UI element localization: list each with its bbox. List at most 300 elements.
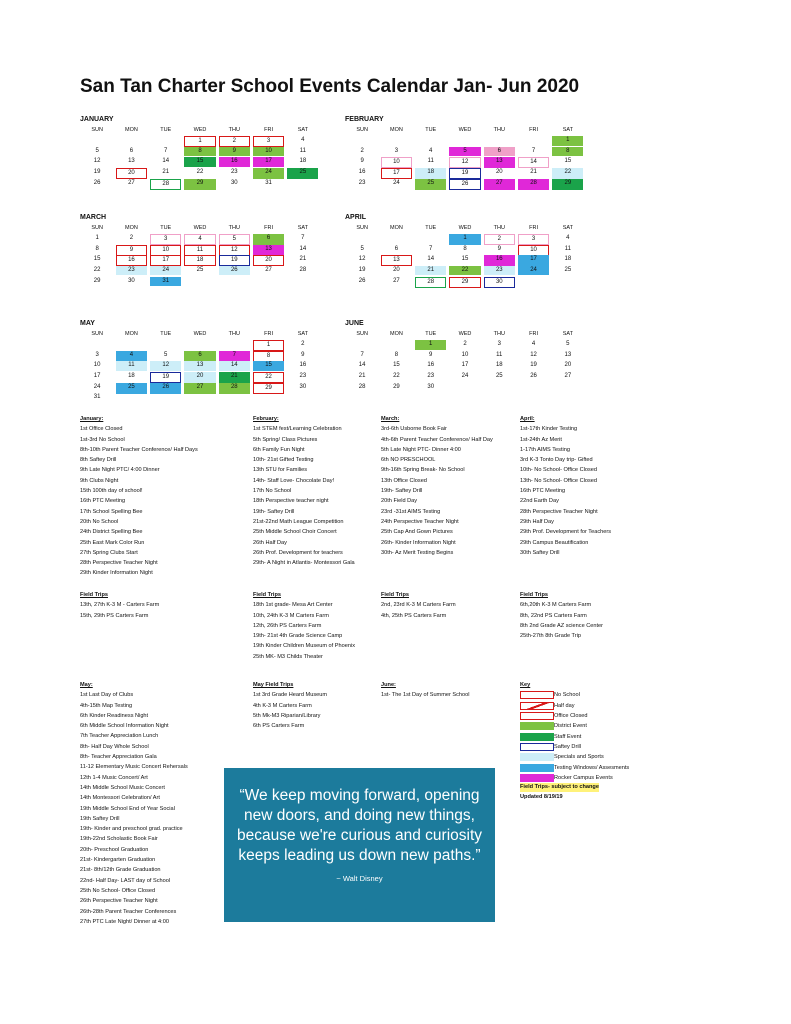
- day-cell: 6: [184, 351, 215, 362]
- event-item: 13th, 27th K-3 M - Carters Farm: [80, 602, 160, 609]
- event-item: 6th Middle School Information Night: [80, 723, 169, 730]
- weekday-label: WED: [193, 331, 207, 337]
- key-label: Office Closed: [554, 713, 588, 720]
- day-cell: 27: [564, 372, 572, 379]
- day-cell: 17: [150, 255, 181, 266]
- day-cell: 27: [484, 179, 515, 190]
- event-item: 4th, 25th PS Carters Farm: [381, 612, 447, 619]
- day-cell: 21: [299, 256, 307, 263]
- event-item: 19th- Kinder and preschool grad. practice: [80, 826, 183, 833]
- event-item: 17th School Spelling Bee: [80, 508, 143, 515]
- day-cell: 7: [360, 351, 364, 358]
- event-item: 6th,20th K-3 M Carters Farm: [520, 602, 592, 609]
- day-cell: 2: [463, 341, 467, 348]
- event-item: 29th Prof. Development for Teachers: [520, 529, 611, 536]
- day-cell: 20: [495, 168, 503, 175]
- day-cell: 4: [301, 137, 305, 144]
- weekday-label: FRI: [529, 127, 538, 133]
- day-cell: 24: [518, 266, 549, 275]
- day-cell: 15: [461, 256, 469, 263]
- event-item: 26th- Kinder Information Night: [381, 539, 456, 546]
- weekday-label: MON: [390, 331, 403, 337]
- day-cell: 15: [253, 361, 284, 370]
- weekday-label: FRI: [264, 331, 273, 337]
- day-cell: 15: [184, 157, 215, 166]
- event-item: 5th Late Night PTC- Dinner 4:00: [381, 446, 461, 453]
- weekday-label: TUE: [425, 127, 437, 133]
- day-cell: 20: [564, 362, 572, 369]
- calendar-month: [80, 214, 320, 287]
- day-cell: 28: [415, 277, 446, 288]
- day-cell: 22: [449, 266, 480, 275]
- key-row: [520, 721, 629, 731]
- event-item: 8th Saftey Drill: [80, 457, 117, 464]
- key-swatch: [520, 743, 554, 751]
- day-cell: [219, 277, 250, 286]
- key-swatch: [520, 691, 554, 699]
- weekday-label: THU: [228, 127, 240, 133]
- event-item: 28th Perspective Teacher Night: [80, 560, 158, 567]
- day-cell: 11: [184, 245, 215, 256]
- day-cell: 30: [128, 277, 135, 284]
- event-item: 10th- 21st Gifted Testing: [253, 457, 314, 464]
- event-heading: May:: [80, 682, 93, 688]
- event-item: 16th PTC Meeting: [80, 498, 126, 505]
- day-cell: 18: [299, 158, 307, 165]
- event-list: [381, 414, 493, 558]
- event-heading: June:: [381, 682, 396, 688]
- key-row: [520, 731, 629, 741]
- calendar-month: [345, 320, 585, 393]
- day-cell: 4: [429, 147, 433, 154]
- weekday-label: FRI: [264, 225, 273, 231]
- event-item: 29th Campus Beautification: [520, 539, 589, 546]
- event-list: [80, 414, 198, 579]
- event-item: 8th- Teacher Appreciation Gala: [80, 754, 157, 761]
- day-cell: 25: [116, 383, 147, 394]
- event-item: 9th Clubs Night: [80, 477, 119, 484]
- key-label: Staff Event: [554, 733, 582, 740]
- day-cell: 14: [299, 245, 307, 252]
- day-cell: 18: [495, 362, 503, 369]
- event-list: [80, 680, 188, 927]
- day-cell: 29: [393, 383, 400, 390]
- day-cell: 19: [219, 255, 250, 266]
- weekday-label: WED: [193, 127, 207, 133]
- weekday-label: WED: [193, 225, 207, 231]
- day-cell: 20: [184, 372, 215, 383]
- day-cell: 30: [427, 383, 435, 390]
- day-cell: 1: [184, 136, 215, 147]
- day-cell: [518, 277, 549, 288]
- day-cell: 21: [530, 168, 537, 175]
- month-name: JUNE: [345, 320, 364, 327]
- weekday-label: SUN: [91, 127, 103, 133]
- event-item: 4th-15th Map Testing: [80, 702, 133, 709]
- day-cell: [484, 136, 515, 145]
- day-cell: [484, 383, 515, 392]
- event-item: 25th No School- Office Closed: [80, 887, 156, 894]
- day-cell: 1: [415, 340, 446, 349]
- day-cell: 6: [253, 234, 284, 245]
- day-cell: 9: [360, 158, 364, 165]
- day-cell: 10: [93, 362, 101, 369]
- month-name: JANUARY: [80, 116, 114, 123]
- event-heading: February:: [253, 416, 279, 422]
- event-item: 8th, 22nd PS Carters Farm: [520, 612, 587, 619]
- day-cell: 2: [219, 136, 250, 147]
- weekday-label: WED: [458, 331, 472, 337]
- day-cell: 17: [461, 362, 469, 369]
- weekday-label: TUE: [425, 225, 437, 231]
- event-item: 1st 3rd Grade Heard Museum: [253, 692, 327, 699]
- event-item: 29th Kinder Information Night: [80, 570, 153, 577]
- day-cell: 2: [129, 235, 134, 242]
- day-cell: 5: [219, 234, 250, 245]
- day-cell: 9: [429, 351, 433, 358]
- weekday-label: SAT: [297, 225, 308, 231]
- event-item: 19th Kinder Children Museum of Phoenix: [253, 643, 355, 650]
- event-item: 28th Perspective Teacher Night: [520, 508, 598, 515]
- key-label: Half day: [554, 702, 575, 709]
- event-item: 25th Middle School Choir Concert: [253, 529, 337, 536]
- day-cell: 1: [253, 340, 284, 351]
- day-cell: 23: [230, 168, 238, 175]
- event-item: 1st Office Closed: [80, 426, 123, 433]
- weekday-label: SUN: [356, 127, 368, 133]
- event-item: 19th-22nd Scholastic Book Fair: [80, 836, 158, 843]
- key-label: No School: [554, 692, 580, 699]
- weekday-label: SUN: [91, 331, 103, 337]
- month-name: MARCH: [80, 214, 107, 221]
- legend-key: [520, 680, 629, 802]
- day-cell: 17: [518, 255, 549, 266]
- day-cell: [552, 277, 583, 288]
- day-cell: 25: [415, 179, 446, 190]
- day-cell: 13: [564, 351, 572, 358]
- day-cell: 29: [253, 383, 284, 394]
- event-list: [381, 590, 456, 621]
- day-cell: 2: [484, 234, 515, 245]
- day-cell: [116, 136, 147, 147]
- day-cell: 24: [150, 266, 181, 275]
- day-cell: 20: [393, 266, 400, 273]
- day-cell: [184, 393, 215, 402]
- event-item: 6th NO PRESCHOOL: [381, 457, 436, 464]
- day-cell: 26: [358, 277, 366, 284]
- day-cell: 10: [253, 147, 284, 156]
- key-row: [520, 752, 629, 762]
- day-cell: 7: [301, 235, 305, 242]
- weekday-label: MON: [390, 225, 403, 231]
- day-cell: 6: [129, 147, 134, 154]
- weekday-label: MON: [125, 331, 138, 337]
- day-cell: [415, 136, 446, 145]
- weekday-label: FRI: [264, 127, 273, 133]
- day-cell: 12: [150, 361, 181, 370]
- day-cell: 19: [530, 362, 537, 369]
- key-row: [520, 711, 629, 721]
- event-item: 22nd Earth Day: [520, 498, 559, 505]
- event-item: 2nd, 23rd K-3 M Carters Farm: [381, 602, 456, 609]
- weekday-label: SUN: [356, 331, 368, 337]
- weekday-label: WED: [458, 127, 472, 133]
- key-swatch: [520, 702, 554, 710]
- event-item: 9th Late Night PTC/ 4:00 Dinner: [80, 467, 160, 474]
- day-cell: 14: [219, 361, 250, 370]
- day-cell: 22: [393, 372, 400, 379]
- key-note: Field Trips- subject to change: [520, 783, 599, 790]
- key-label: Rocker Campus Events: [554, 774, 613, 781]
- day-cell: 24: [93, 383, 101, 390]
- event-item: 22nd- Half Day- LAST day of School: [80, 877, 171, 884]
- day-cell: 27: [128, 179, 135, 186]
- day-cell: 20: [116, 168, 147, 179]
- day-cell: 18: [415, 168, 446, 179]
- day-cell: 12: [219, 245, 250, 256]
- quote-box: [224, 768, 495, 922]
- day-cell: 17: [381, 168, 412, 179]
- day-cell: 4: [116, 351, 147, 362]
- day-cell: 22: [552, 168, 583, 179]
- event-item: 19th- Saftey Drill: [381, 488, 423, 495]
- day-cell: 3: [95, 351, 99, 358]
- event-item: 1st STEM fest/Learning Celebration: [253, 426, 342, 433]
- day-cell: 25: [564, 266, 572, 273]
- day-cell: 1: [552, 136, 583, 145]
- day-cell: [347, 136, 378, 145]
- weekday-label: TUE: [160, 331, 172, 337]
- key-swatch: [520, 774, 554, 782]
- event-heading: March:: [381, 416, 400, 422]
- event-item: 30th- Az Merit Testing Begins: [381, 549, 454, 556]
- event-item: 9th-16th Spring Break- No School: [381, 467, 465, 474]
- event-item: 5th Spring/ Class Pictures: [253, 436, 318, 443]
- day-cell: 16: [299, 362, 307, 369]
- day-cell: [347, 234, 378, 245]
- event-item: 10th, 24th K-3 M Carters Farm: [253, 612, 329, 619]
- day-cell: [150, 393, 181, 402]
- day-cell: 3: [253, 136, 284, 147]
- weekday-label: SUN: [91, 225, 103, 231]
- event-item: 13th- No School- Office Closed: [520, 477, 598, 484]
- day-cell: 16: [484, 255, 515, 266]
- day-cell: 8: [253, 351, 284, 362]
- day-cell: [82, 340, 113, 351]
- day-cell: 21: [415, 266, 446, 275]
- day-cell: 26: [219, 266, 250, 275]
- event-heading: January:: [80, 416, 104, 422]
- event-item: 6th Kinder Readiness Night: [80, 712, 149, 719]
- event-item: 5th Mk-M3 Riparian/Library: [253, 712, 321, 719]
- day-cell: 27: [265, 266, 272, 273]
- day-cell: 16: [219, 157, 250, 166]
- day-cell: [116, 393, 147, 402]
- event-item: 26th Prof. Development for teachers: [253, 549, 343, 556]
- day-cell: 19: [150, 372, 181, 383]
- day-cell: 7: [531, 147, 536, 154]
- day-cell: 12: [449, 157, 480, 168]
- day-cell: 16: [358, 168, 366, 175]
- day-cell: 8: [552, 147, 583, 156]
- event-item: 1st Last Day of Clubs: [80, 692, 134, 699]
- event-item: 27th Spring Clubs Start: [80, 549, 138, 556]
- weekday-label: THU: [493, 331, 505, 337]
- day-cell: 13: [253, 245, 284, 256]
- day-cell: 11: [299, 147, 306, 154]
- day-cell: [150, 340, 181, 351]
- event-item: 29th Half Day: [520, 518, 554, 525]
- day-cell: 25: [495, 372, 503, 379]
- event-item: 19th- Saftey Drill: [253, 508, 295, 515]
- event-heading: Field Trips: [381, 592, 409, 598]
- weekday-label: MON: [390, 127, 403, 133]
- key-swatch: [520, 753, 554, 761]
- day-cell: 23: [484, 266, 515, 275]
- weekday-label: SAT: [562, 225, 573, 231]
- key-updated: Updated 8/19/19: [520, 793, 563, 800]
- event-item: 12th, 26th PS Carters Farm: [253, 622, 322, 629]
- day-cell: [287, 179, 318, 190]
- day-cell: 3: [497, 341, 501, 348]
- event-item: 15th, 29th PS Carters Farm: [80, 612, 149, 619]
- day-cell: 10: [518, 245, 549, 256]
- event-item: 26th-28th Parent Teacher Conferences: [80, 908, 177, 915]
- event-item: 1-17th AIMS Testing: [520, 446, 570, 453]
- event-item: 18th Perspective teacher night: [253, 498, 329, 505]
- key-swatch: [520, 712, 554, 720]
- day-cell: 19: [449, 168, 480, 179]
- day-cell: 14: [518, 157, 549, 168]
- day-cell: [552, 383, 583, 392]
- event-item: 6th PS Carters Farm: [253, 723, 305, 730]
- event-item: 20th No School: [80, 518, 119, 525]
- key-row: [520, 701, 629, 711]
- event-item: 7th Teacher Appreciation Lunch: [80, 733, 159, 740]
- day-cell: 8: [463, 245, 467, 252]
- key-swatch: [520, 733, 554, 741]
- day-cell: 12: [530, 351, 537, 358]
- day-cell: 13: [184, 361, 215, 370]
- event-item: 25th-27th 8th Grade Trip: [520, 633, 581, 640]
- event-item: 6th Family Fun Night: [253, 446, 305, 453]
- day-cell: 13: [128, 158, 135, 165]
- day-cell: 1: [449, 234, 480, 245]
- day-cell: 19: [93, 168, 101, 175]
- event-item: 25th MK- M3 Childs Theater: [253, 653, 323, 660]
- day-cell: 10: [461, 351, 469, 358]
- day-cell: 17: [93, 372, 101, 379]
- event-item: 26th Half Day: [253, 539, 287, 546]
- event-item: 21st-22nd Math League Competition: [253, 518, 344, 525]
- day-cell: [184, 277, 215, 286]
- event-item: 1st-17th Kinder Testing: [520, 426, 578, 433]
- day-cell: [381, 234, 412, 245]
- day-cell: 9: [497, 245, 501, 252]
- day-cell: 9: [219, 147, 250, 156]
- month-name: MAY: [80, 320, 95, 327]
- event-item: 27th PTC Late Night/ Dinner at 4:00: [80, 918, 169, 925]
- day-cell: [219, 340, 250, 351]
- day-cell: [415, 234, 446, 245]
- event-heading: Field Trips: [80, 592, 108, 598]
- day-cell: 10: [150, 245, 181, 256]
- day-cell: 26: [93, 179, 101, 186]
- day-cell: [116, 340, 147, 351]
- event-item: 25th East Mark Color Run: [80, 539, 145, 546]
- event-item: 14th Montessori Celebration/ Art: [80, 795, 160, 802]
- event-list: [253, 680, 327, 731]
- day-cell: 29: [552, 179, 583, 190]
- event-item: 4th-6th Parent Teacher Conference/ Half Day: [381, 436, 493, 443]
- weekday-label: THU: [228, 225, 240, 231]
- day-cell: [518, 136, 549, 145]
- month-name: APRIL: [345, 214, 366, 221]
- event-item: 13th Office Closed: [381, 477, 427, 484]
- key-row: [520, 762, 629, 772]
- day-cell: 30: [230, 179, 238, 186]
- day-cell: 28: [299, 266, 307, 273]
- day-cell: 1: [95, 235, 99, 242]
- day-cell: 16: [116, 255, 147, 266]
- day-cell: 6: [394, 245, 399, 252]
- event-heading: April:: [520, 416, 535, 422]
- day-cell: 26: [530, 372, 537, 379]
- day-cell: 24: [461, 372, 469, 379]
- key-row: [520, 773, 629, 783]
- event-item: 3rd K-3 Tonto Day trip- Gifted: [520, 457, 593, 464]
- quote-text: “We keep moving forward, opening new doors, and doing new things, because we're curious and curiosity keeps leading us down new paths.”: [236, 787, 483, 864]
- day-cell: 4: [184, 234, 215, 245]
- event-item: 17th No School: [253, 488, 292, 495]
- day-cell: 6: [484, 147, 515, 156]
- key-swatch: [520, 722, 554, 730]
- day-cell: 8: [184, 147, 215, 156]
- day-cell: 21: [358, 372, 366, 379]
- event-item: 20th- Preschool Graduation: [80, 846, 149, 853]
- event-item: 21st- 8th/12th Grade Graduation: [80, 867, 161, 874]
- event-item: 14th Middle School Music Concert: [80, 784, 165, 791]
- day-cell: 25: [196, 266, 204, 273]
- day-cell: 7: [429, 245, 433, 252]
- event-item: 23rd -31st AIMS Testing: [381, 508, 441, 515]
- day-cell: 19: [358, 266, 366, 273]
- day-cell: [449, 136, 480, 145]
- calendar-month: [345, 116, 585, 189]
- event-heading: Field Trips: [520, 592, 548, 598]
- day-cell: 23: [358, 179, 366, 186]
- day-cell: 28: [518, 179, 549, 190]
- event-item: 21st- Kindergarten Graduation: [80, 857, 156, 864]
- day-cell: 23: [299, 372, 307, 379]
- day-cell: 28: [219, 383, 250, 394]
- day-cell: 28: [358, 383, 366, 390]
- event-heading: May Field Trips: [253, 682, 294, 688]
- day-cell: 5: [360, 245, 364, 252]
- day-cell: 11: [496, 351, 503, 358]
- day-cell: 4: [566, 235, 570, 242]
- day-cell: 22: [253, 372, 284, 383]
- key-label: Saftey Drill: [554, 743, 582, 750]
- day-cell: 11: [116, 361, 147, 370]
- key-row: [520, 690, 629, 700]
- key-label: Specials and Sports: [554, 754, 604, 761]
- day-cell: [381, 136, 412, 145]
- day-cell: 12: [93, 158, 101, 165]
- event-list: [520, 590, 603, 641]
- event-list: [253, 414, 355, 568]
- event-item: 4th K-3 M Carters Farm: [253, 702, 312, 709]
